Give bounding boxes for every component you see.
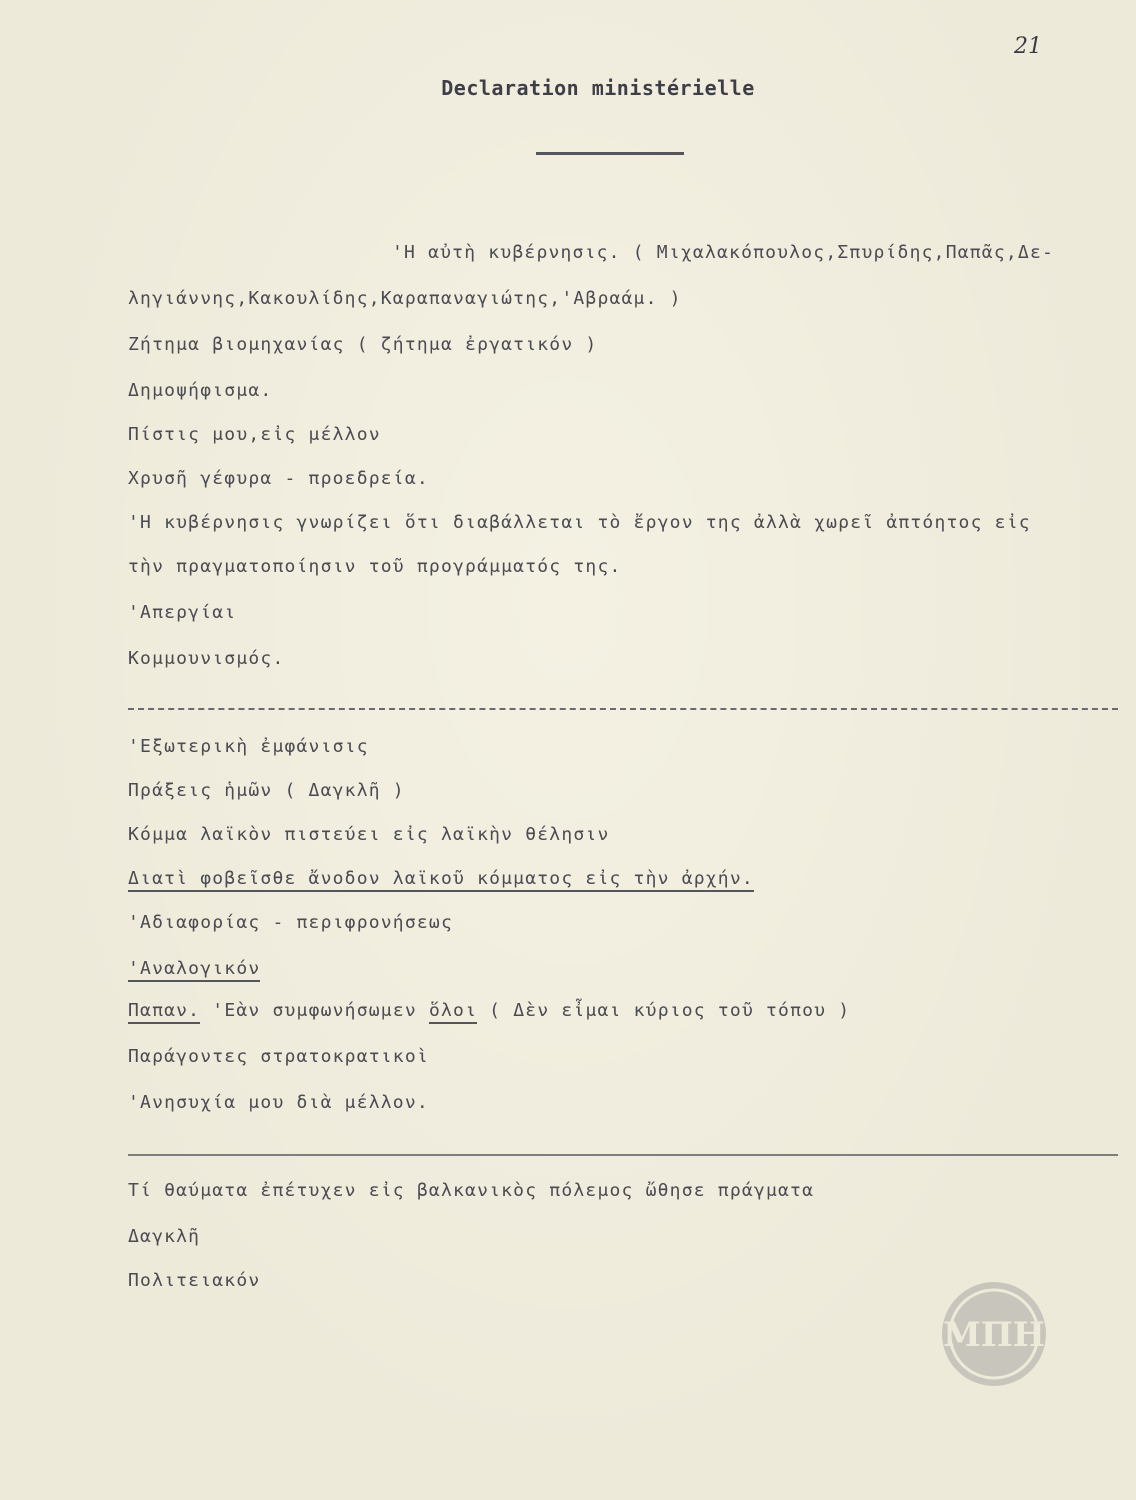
underlined-phrase: 'Αναλογικόν — [128, 958, 260, 982]
page-number: 21 — [1014, 34, 1042, 59]
text-line: Ζήτημα βιομηχανίας ( ζήτημα ἐργατικόν ) — [128, 334, 598, 355]
text-line: Κόμμα λαϊκὸν πιστεύει εἰς λαϊκὴν θέλησιν — [128, 824, 610, 845]
text-line-mixed — [128, 1000, 850, 1021]
library-monogram-stamp-icon — [938, 1278, 1050, 1390]
text-line: 'Η αὐτὴ κυβέρνησις. ( Μιχαλακόπουλος,Σπυρίδης,Παπᾶς,Δε- — [392, 242, 1055, 263]
text-line: Πράξεις ἡμῶν ( Δαγκλῆ ) — [128, 780, 405, 801]
text-line: Πίστις μου,εἰς μέλλον — [128, 424, 381, 445]
text-line: τὴν πραγματοποίησιν τοῦ προγράμματός της. — [128, 556, 622, 577]
text-line: ληγιάννης,Κακουλίδης,Καραπαναγιώτης,'Αβραάμ. ) — [128, 288, 682, 309]
underlined-phrase: Διατὶ φοβεῖσθε ἄνοδον λαϊκοῦ κόμματος εἰς τὴν ἀρχήν. — [128, 868, 754, 892]
text-line: Δημοψήφισμα. — [128, 380, 273, 401]
text-fragment: 'Εὰν συμφωνήσωμεν — [212, 1000, 417, 1021]
text-line: Παράγοντες στρατοκρατικοὶ — [128, 1046, 429, 1067]
text-fragment: ( Δὲν εἶμαι κύριος τοῦ τόπου ) — [489, 1000, 851, 1021]
text-line: 'Εξωτερικὴ ἐμφάνισις — [128, 736, 369, 757]
section-separator — [128, 708, 1118, 710]
title-underline — [536, 152, 684, 155]
text-line: 'Αδιαφορίας - περιφρονήσεως — [128, 912, 453, 933]
underlined-speaker: Παπαν. — [128, 1000, 200, 1024]
text-line: Τί θαύματα ἐπέτυχεν εἰς βαλκανικὸς πόλεμος ὤθησε πράγματα — [128, 1180, 815, 1201]
text-line-underlined — [128, 868, 754, 889]
text-line-underlined — [128, 958, 260, 979]
section-separator — [128, 1154, 1118, 1156]
text-line: Δαγκλῆ — [128, 1226, 201, 1247]
document-title: Declaration ministérielle — [441, 76, 755, 100]
text-line: Χρυσῆ γέφυρα - προεδρεία. — [128, 468, 429, 489]
text-line: 'Η κυβέρνησις γνωρίζει ὅτι διαβάλλεται τὸ ἔργον της ἀλλὰ χωρεῖ ἀπτόητος εἰς — [128, 512, 1031, 533]
text-line: 'Απεργίαι — [128, 602, 237, 623]
text-line: 'Ανησυχία μου διὰ μέλλον. — [128, 1092, 429, 1113]
underlined-word: ὅλοι — [429, 1000, 477, 1024]
stamp-text: ΜΠΗ — [943, 1315, 1045, 1355]
text-line: Κομμουνισμός. — [128, 648, 285, 669]
text-line: Πολιτειακόν — [128, 1270, 261, 1291]
